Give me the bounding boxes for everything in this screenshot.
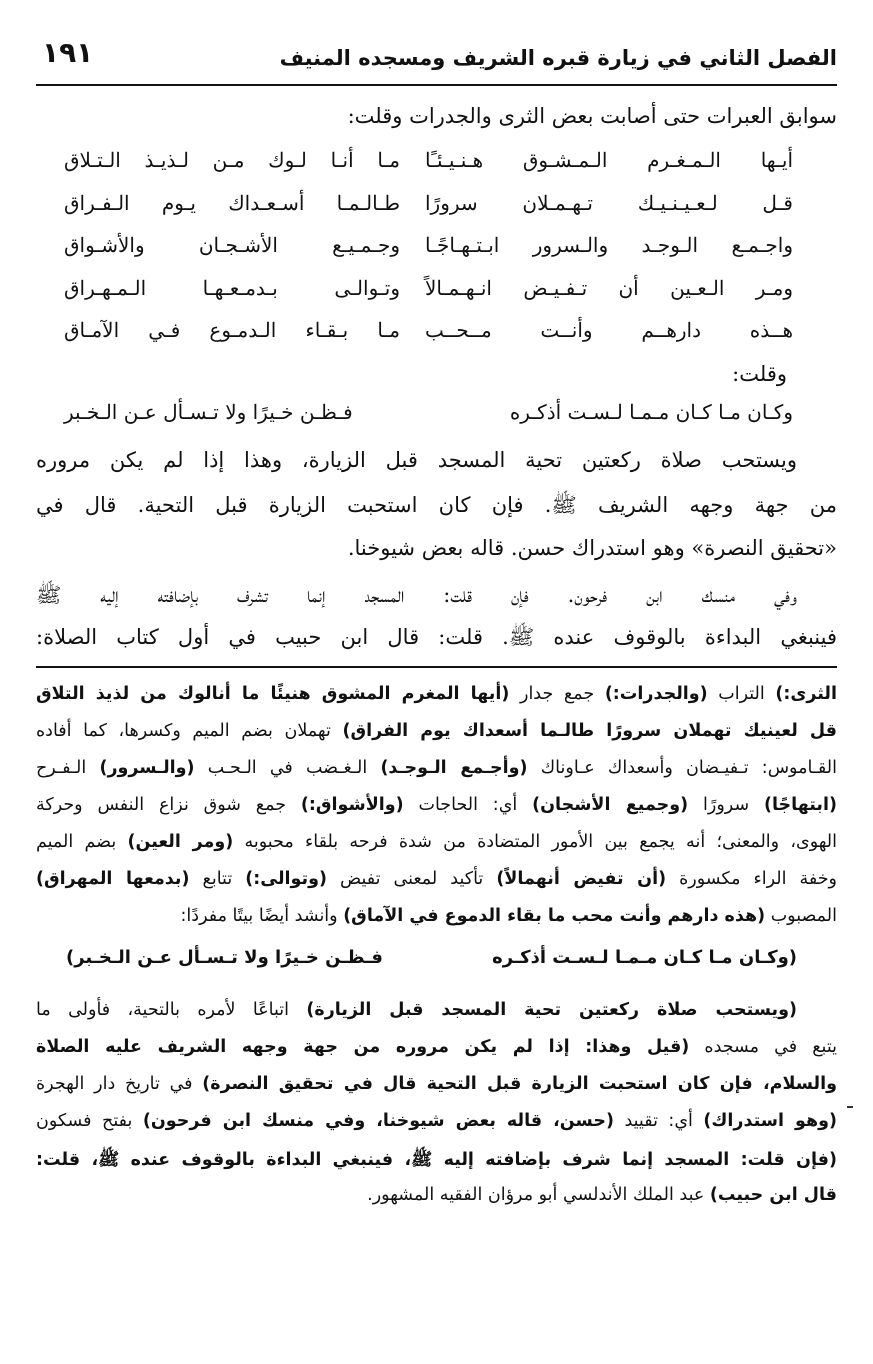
note-line: وخفة الراء مكسورة (أن تفيض أنهمالاً) تأكيد لمعنى تفيض (وتوالى:) تتابع (بدمعها المهراق) [36, 869, 837, 889]
note-line: (ويستحب صلاة ركعتين تحية المسجد قبل الزيارة) اتباعًا لأمره بالتحية، فأولى ما [36, 1000, 797, 1020]
stray-mark [847, 1106, 853, 1108]
prose-line-3: «تحقيق النصرة» وهو استدراك حسن. قاله بعض شيوخنا. [347, 536, 837, 560]
note-line: القـاموس: تـفيـضان وأسعداك عـاوناك (وأجـمع الـوجـد) الـغـضب في الـحـب (والـسرور) الـفـرح [36, 758, 837, 778]
poem-line-3-second: وجـمـيـع الأشـجـان والأشـواق [64, 233, 400, 257]
wa-qult-line: وقلت: [732, 362, 787, 386]
verse2-second: فـظـن خـيرًا ولا تـسـأل عـن الـخـبر [64, 400, 353, 424]
poem-line-5-second: مـا بـقـاء الـدمـوع فـي الآمـاق [64, 318, 400, 342]
note-line: (فإن قلت: المسجد إنما شرف بإضافته إليه ﷺ، فينبغي البداءة بالوقوف عنده ﷺ، قلت: [36, 1150, 837, 1170]
prose-line-2: من جهة وجهه الشريف ﷺ. فإن كان استحبت الزيارة قبل التحية. قال في [36, 493, 837, 517]
poem-line-3-first: واجـمـع الـوجـد والـسرور ابـتـهـاجًـا [425, 233, 793, 257]
note-line: يتبع في مسجده (قيل وهذا: إذا لم يكن مروره من جهة وجهه الشريف عليه الصلاة [36, 1037, 837, 1057]
poem-line-1-first: أيـها الـمـغـرم الـمـشـوق هـنـيـئـًا [425, 148, 793, 172]
running-title: الفصل الثاني في زيارة قبره الشريف ومسجده المنيف [279, 46, 837, 70]
footnote-divider [36, 666, 837, 668]
poem-line-2-second: طـالـمـا أسـعـداك يـوم الـفـراق [64, 191, 400, 215]
note-verse-second: فـظـن خـيرًا ولا تـسـأل عـن الـخـبر) [66, 947, 383, 968]
note-line: الهوى، والمعنى؛ أنه يجمع بين الأمور المتضادة من شدة فرحه بلقاء محبوبه (ومر العين) بضم الميم [36, 832, 838, 852]
note-line: قال ابن حبيب) عبد الملك الأندلسي أبو مرؤان الفقيه المشهور. [367, 1185, 837, 1205]
poem-line-5-first: هــذه دارهــم وأنــت مــحــب [425, 318, 793, 342]
poem-line-4-second: وتـوالـى بـدمـعـهـا الـمـهـراق [64, 276, 400, 300]
prose-line-4: وفي منسك ابن فرحون. فإن قلت: المسجد إنما تشرف بإضافته إليه ﷺ [36, 583, 797, 607]
note-line: الثرى:) التراب (والجدرات:) جمع جدار (أيها المغرم المشوق هنيئًا ما أنالوك من لذيذ التلاق [36, 684, 837, 704]
note-line: (وهو استدراك) أي: تقييد (حسن، قاله بعض شيوخنا، وفي منسك ابن فرحون) بفتح فسكون [36, 1111, 837, 1131]
note-line: قل لعينيك تهملان سرورًا طالـما أسعداك يوم الفراق) تهملان بضم الميم وكسرها، كما أفاده [36, 721, 837, 741]
poem-line-4-first: ومـر الـعـين أن تـفـيـض انـهـمـالاً [425, 276, 793, 300]
page-number: ١٩١ [42, 36, 94, 69]
note-verse-first: (وكـان مـا كـان مـمـا لـسـت أذكـره [492, 947, 797, 968]
verse2-first: وكـان مـا كـان مـمـا لـسـت أذكـره [509, 400, 793, 424]
page-header [36, 36, 837, 86]
intro-line: سوابق العبرات حتى أصابت بعض الثرى والجدرات وقلت: [347, 104, 837, 128]
note-line: والسلام، فإن كان استحبت الزيارة قبل التحية قال في تحقيق النصرة) في تاريخ دار الهجرة [36, 1074, 838, 1094]
poem-line-1-second: مـا أنـا لـوك مـن لـذيـذ الـتـلاق [64, 148, 400, 172]
note-line: المصبوب (هذه دارهم وأنت محب ما بقاء الدموع في الآماق) وأنشد أيضًا بيتًا مفردًا: [180, 906, 837, 926]
prose-line-1: ويستحب صلاة ركعتين تحية المسجد قبل الزيارة، وهذا إذا لم يكن مروره [36, 448, 797, 472]
poem-line-2-first: قـل لـعـيـنـيـك تـهـمـلان سرورًا [425, 191, 793, 215]
note-line: (ابتهاجًا) سرورًا (وجميع الأشجان) أي: الحاجات (والأشواق:) جمع شوق نزاع النفس وحركة [36, 795, 837, 815]
prose-line-5: فينبغي البداءة بالوقوف عنده ﷺ. قلت: قال ابن حبيب في أول كتاب الصلاة: [36, 625, 837, 649]
